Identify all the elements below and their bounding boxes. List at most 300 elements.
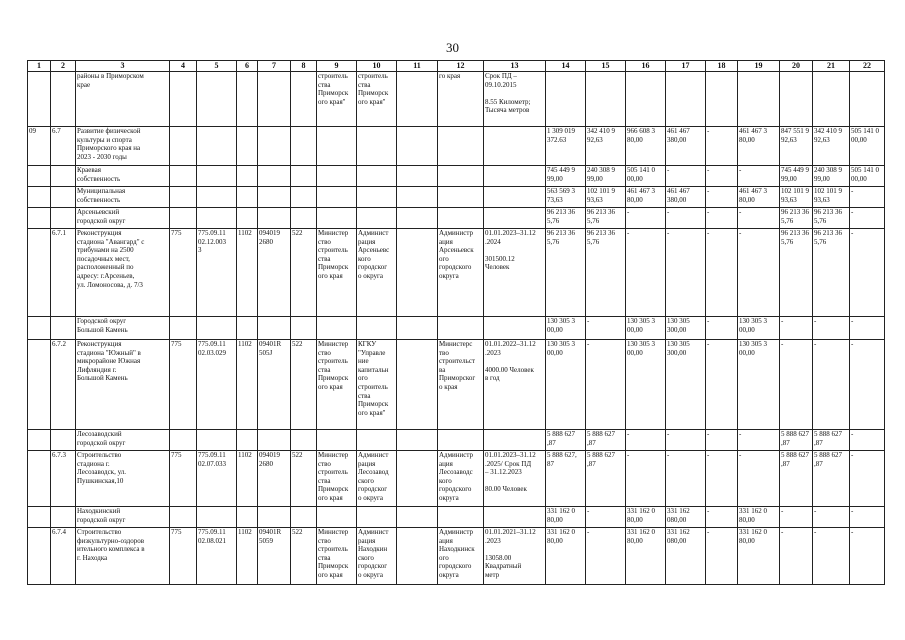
table-cell (438, 507, 484, 528)
table-cell (237, 208, 258, 229)
table-cell: 1102 (237, 340, 258, 430)
table-cell: 5 888 627 ,87 (813, 451, 850, 507)
table-cell (258, 166, 291, 187)
table-cell (258, 430, 291, 451)
table-cell: 1102 (237, 229, 258, 317)
table-cell: 331 162 0 80,00 (626, 528, 666, 585)
table-cell (28, 451, 51, 507)
table-cell (813, 72, 850, 127)
table-cell (546, 72, 586, 127)
table-cell: 331 162 080,00 (666, 528, 706, 585)
table-cell: - (626, 451, 666, 507)
table-cell: - (850, 187, 885, 208)
table-cell (357, 430, 397, 451)
table-cell (237, 430, 258, 451)
table-cell (197, 72, 237, 127)
column-header: 11 (397, 61, 438, 72)
table-cell: - (666, 451, 706, 507)
table-cell: 102 101 9 93,63 (813, 187, 850, 208)
table-cell (51, 208, 76, 229)
table-cell: Реконструкция стадиона "Южный" в микрорайоне Южная Лифляндия г. Большой Камень (76, 340, 170, 430)
column-header: 4 (170, 61, 197, 72)
table-cell (258, 127, 291, 166)
table-cell: 5 888 627 ,87 (546, 430, 586, 451)
table-cell: районы в Приморском крае (76, 72, 170, 127)
table-cell: Администр ация Находкинск ого городского округа (438, 528, 484, 585)
table-cell: 505 141 0 00,00 (850, 127, 885, 166)
column-header: 12 (438, 61, 484, 72)
table-cell: 775 (170, 340, 197, 430)
table-cell (397, 229, 438, 317)
table-cell (197, 317, 237, 340)
column-header: 21 (813, 61, 850, 72)
table-cell: 505 141 0 00,00 (626, 166, 666, 187)
table-cell: 09 (28, 127, 51, 166)
table-cell (51, 317, 76, 340)
table-cell (237, 72, 258, 127)
table-cell: - (706, 166, 738, 187)
table-cell: - (738, 166, 780, 187)
table-cell: 522 (291, 229, 317, 317)
table-cell: - (666, 208, 706, 229)
table-cell (291, 208, 317, 229)
data-table (27, 60, 885, 585)
table-cell: 5 888 627, 87 (546, 451, 586, 507)
table-cell: Строительство физкультурно-оздоров ительного комплекса в г. Находка (76, 528, 170, 585)
table-cell: строитель ства Приморск ого края" (317, 72, 357, 127)
column-header: 6 (237, 61, 258, 72)
table-cell (357, 127, 397, 166)
table-cell: - (850, 317, 885, 340)
table-cell: 522 (291, 451, 317, 507)
table-cell (780, 72, 813, 127)
table-cell: 6.7.4 (51, 528, 76, 585)
table-cell: - (706, 340, 738, 430)
table-cell: - (706, 229, 738, 317)
table-cell: 96 213 36 5,76 (546, 208, 586, 229)
table-cell: 745 449 9 99,00 (546, 166, 586, 187)
table-row (28, 528, 885, 585)
table-cell: 96 213 36 5,76 (780, 208, 813, 229)
table-cell (170, 430, 197, 451)
table-cell: 522 (291, 528, 317, 585)
table-cell: - (586, 340, 626, 430)
table-row (28, 430, 885, 451)
table-cell (28, 208, 51, 229)
table-cell (258, 187, 291, 208)
table-cell: 96 213 36 5,76 (780, 229, 813, 317)
table-cell: КГКУ "Управле ние капитальн ого строитель ства Приморск ого края" (357, 340, 397, 430)
table-cell (397, 430, 438, 451)
table-cell: 505 141 0 00,00 (850, 166, 885, 187)
table-cell (438, 127, 484, 166)
table-cell (357, 187, 397, 208)
table-cell: 331 162 0 80,00 (546, 507, 586, 528)
table-cell (170, 507, 197, 528)
table-cell (237, 187, 258, 208)
table-cell: - (850, 340, 885, 430)
table-cell (197, 430, 237, 451)
table-row (28, 208, 885, 229)
table-cell: 331 162 0 80,00 (546, 528, 586, 585)
table-cell: 240 308 9 99,00 (586, 166, 626, 187)
table-cell: 96 213 36 5,76 (586, 208, 626, 229)
table-cell (438, 430, 484, 451)
table-cell: 745 449 9 99,00 (780, 166, 813, 187)
column-header: 9 (317, 61, 357, 72)
table-cell (170, 127, 197, 166)
column-header: 2 (51, 61, 76, 72)
column-header: 22 (850, 61, 885, 72)
table-cell (357, 208, 397, 229)
column-header: 3 (76, 61, 170, 72)
table-cell (397, 451, 438, 507)
column-header: 20 (780, 61, 813, 72)
table-cell: 331 162 080,00 (666, 507, 706, 528)
table-cell: 130 305 3 00,00 (626, 340, 666, 430)
table-cell (317, 208, 357, 229)
table-cell (438, 166, 484, 187)
table-cell (438, 208, 484, 229)
table-cell: - (738, 229, 780, 317)
table-cell (28, 187, 51, 208)
table-cell (51, 166, 76, 187)
table-cell (484, 507, 546, 528)
table-cell: 01.01.2023–31.12 .2025/ Срок ПД – 31.12.2023 80.00 Человек (484, 451, 546, 507)
table-cell (397, 528, 438, 585)
table-cell (237, 507, 258, 528)
table-cell: 6.7.3 (51, 451, 76, 507)
table-cell (291, 166, 317, 187)
table-cell (484, 166, 546, 187)
table-cell (291, 127, 317, 166)
table-cell: 775.09.11 02.12.003 3 (197, 229, 237, 317)
table-cell: Министер ство строитель ства Приморск ого края (317, 340, 357, 430)
table-cell: 6.7.1 (51, 229, 76, 317)
table-cell (237, 127, 258, 166)
table-cell: - (780, 507, 813, 528)
table-cell (51, 507, 76, 528)
table-cell: Админист рация Находкин ского городског о округа (357, 528, 397, 585)
table-cell: 130 305 3 00,00 (738, 340, 780, 430)
table-cell: - (706, 430, 738, 451)
table-cell: - (850, 430, 885, 451)
table-cell (258, 317, 291, 340)
table-cell (438, 187, 484, 208)
table-cell (170, 72, 197, 127)
table-cell: 1102 (237, 451, 258, 507)
table-cell (291, 507, 317, 528)
table-row (28, 187, 885, 208)
table-cell: 331 162 0 80,00 (738, 507, 780, 528)
table-cell: - (813, 340, 850, 430)
table-cell (51, 72, 76, 127)
table-cell: - (738, 208, 780, 229)
table-cell (258, 208, 291, 229)
table-cell (738, 72, 780, 127)
table-row (28, 72, 885, 127)
table-cell (291, 317, 317, 340)
table-cell: - (850, 451, 885, 507)
column-header: 13 (484, 61, 546, 72)
table-cell: 775 (170, 451, 197, 507)
table-cell: 130 305 300,00 (666, 317, 706, 340)
column-header: 14 (546, 61, 586, 72)
table-cell: 775.09.11 02.03.029 (197, 340, 237, 430)
column-header: 18 (706, 61, 738, 72)
table-cell: 96 213 36 5,76 (546, 229, 586, 317)
table-cell: 130 305 3 00,00 (626, 317, 666, 340)
column-header: 17 (666, 61, 706, 72)
table-cell: - (586, 507, 626, 528)
table-cell (357, 507, 397, 528)
table-cell: 1 309 019 372.63 (546, 127, 586, 166)
table-cell: 1102 (237, 528, 258, 585)
table-cell (357, 166, 397, 187)
table-cell: - (626, 208, 666, 229)
table-cell: - (780, 340, 813, 430)
table-cell (28, 72, 51, 127)
table-cell: 094019 2680 (258, 229, 291, 317)
table-cell: 342 410 9 92,63 (586, 127, 626, 166)
table-cell: Строительство стадиона г. Лесозаводск, ул. Пушкинская,10 (76, 451, 170, 507)
header-row (28, 61, 885, 72)
table-cell: 240 308 9 99,00 (813, 166, 850, 187)
table-row (28, 507, 885, 528)
table-row (28, 317, 885, 340)
table-cell (706, 72, 738, 127)
table-cell: - (586, 528, 626, 585)
table-cell: Арсеньевский городской округ (76, 208, 170, 229)
table-cell: Лесозаводский городской округ (76, 430, 170, 451)
table-cell: 847 551 9 92,63 (780, 127, 813, 166)
table-cell (317, 187, 357, 208)
table-row (28, 340, 885, 430)
table-cell (170, 187, 197, 208)
table-cell: Развитие физической культуры и спорта Приморского края на 2023 - 2030 годы (76, 127, 170, 166)
table-cell: Министер ство строитель ства Приморск ого края (317, 528, 357, 585)
table-cell: - (813, 507, 850, 528)
table-cell: - (813, 528, 850, 585)
table-cell: 5 888 627 ,87 (813, 430, 850, 451)
table-cell: Краевая собственность (76, 166, 170, 187)
column-header: 15 (586, 61, 626, 72)
table-cell: - (666, 166, 706, 187)
table-cell: Админист рация Арсеньевс кого городског о округа (357, 229, 397, 317)
table-cell (357, 317, 397, 340)
table-cell: 130 305 300,00 (666, 340, 706, 430)
table-cell (317, 507, 357, 528)
table-cell (397, 72, 438, 127)
table-cell (170, 317, 197, 340)
table-cell: 461 467 380,00 (666, 187, 706, 208)
table-cell: 01.01.2021–31.12 .2023 13058.00 Квадратный метр (484, 528, 546, 585)
table-cell: Министер ство строитель ства Приморск ого края (317, 229, 357, 317)
table-cell: 5 888 627 ,87 (586, 451, 626, 507)
table-cell: Админист рация Лесозавод ского городског о округа (357, 451, 397, 507)
table-cell: Реконструкция стадиона "Авангард" с трибунами на 2500 посадочных мест, расположенный по адресу: г.Арсеньев, ул. Ломоносова, д. 7/3 (76, 229, 170, 317)
table-cell (237, 317, 258, 340)
table-cell: Муниципальная собственность (76, 187, 170, 208)
table-cell (666, 72, 706, 127)
table-cell: го края (438, 72, 484, 127)
table-cell: - (850, 528, 885, 585)
table-cell (170, 208, 197, 229)
table-cell (197, 127, 237, 166)
table-cell: 130 305 3 00,00 (546, 317, 586, 340)
table-cell: 775.09.11 02.07.033 (197, 451, 237, 507)
table-cell: 563 569 3 73,63 (546, 187, 586, 208)
table-cell: 01.01.2022–31.12 .2023 4000.00 Человек в год (484, 340, 546, 430)
table-cell: - (626, 430, 666, 451)
table-cell (484, 208, 546, 229)
table-cell: Находкинский городской округ (76, 507, 170, 528)
table-cell: - (813, 317, 850, 340)
table-cell: 331 162 0 80,00 (738, 528, 780, 585)
table-cell (484, 127, 546, 166)
table-cell: 461 467 3 80,00 (626, 187, 666, 208)
table-cell (197, 187, 237, 208)
table-row (28, 127, 885, 166)
column-header: 19 (738, 61, 780, 72)
table-cell: 5 888 627 ,87 (780, 451, 813, 507)
table-cell: - (666, 229, 706, 317)
table-cell (484, 187, 546, 208)
table-cell: - (706, 451, 738, 507)
column-header: 7 (258, 61, 291, 72)
table-cell: 6.7 (51, 127, 76, 166)
table-cell (397, 187, 438, 208)
table-cell (850, 72, 885, 127)
table-cell: 522 (291, 340, 317, 430)
page-number: 30 (446, 40, 459, 55)
table-cell: - (850, 229, 885, 317)
table-cell: 5 888 627 ,87 (586, 430, 626, 451)
table-cell: 5 888 627 ,87 (780, 430, 813, 451)
table-cell (626, 72, 666, 127)
table-cell: 130 305 3 00,00 (738, 317, 780, 340)
table-cell: 96 213 36 5,76 (813, 229, 850, 317)
table-cell (484, 430, 546, 451)
table-cell (170, 166, 197, 187)
table-cell (438, 317, 484, 340)
table-cell (586, 72, 626, 127)
table-cell (197, 208, 237, 229)
table-row (28, 451, 885, 507)
table-cell: 461 467 380,00 (666, 127, 706, 166)
table-cell (397, 317, 438, 340)
table-cell (397, 208, 438, 229)
table-cell (317, 317, 357, 340)
column-header: 8 (291, 61, 317, 72)
table-cell (397, 127, 438, 166)
table-cell: 09401R 5059 (258, 528, 291, 585)
table-cell (291, 187, 317, 208)
table-cell: строитель ства Приморск ого края" (357, 72, 397, 127)
table-cell: 01.01.2023–31.12 .2024 301500.12 Человек (484, 229, 546, 317)
table-cell: 775.09.11 02.08.021 (197, 528, 237, 585)
table-cell (51, 187, 76, 208)
table-cell: 96 213 36 5,76 (813, 208, 850, 229)
table-cell: Городской округ Большой Камень (76, 317, 170, 340)
column-header: 16 (626, 61, 666, 72)
column-header: 10 (357, 61, 397, 72)
table-cell (258, 72, 291, 127)
table-cell (197, 507, 237, 528)
table-cell: - (850, 507, 885, 528)
column-header: 5 (197, 61, 237, 72)
table-cell (28, 507, 51, 528)
table-cell: Администр ация Арсеньевск ого городского округа (438, 229, 484, 317)
table-cell: 331 162 0 80,00 (626, 507, 666, 528)
table-cell (258, 507, 291, 528)
table-cell: - (706, 187, 738, 208)
table-cell: - (706, 317, 738, 340)
table-cell (51, 430, 76, 451)
table-cell: - (780, 528, 813, 585)
table-cell (28, 166, 51, 187)
table-cell (197, 166, 237, 187)
table-cell: - (706, 507, 738, 528)
table-cell: 09401R 505J (258, 340, 291, 430)
table-cell (28, 430, 51, 451)
table-cell: - (850, 208, 885, 229)
table-cell: Администр ация Лесозаводс кого городского округа (438, 451, 484, 507)
table-row (28, 166, 885, 187)
table-cell (397, 166, 438, 187)
table-cell: - (780, 317, 813, 340)
table-cell: - (706, 528, 738, 585)
table-cell: 094019 2680 (258, 451, 291, 507)
table-cell: Министер ство строитель ства Приморск ого края (317, 451, 357, 507)
table-cell: 102 101 9 93,63 (586, 187, 626, 208)
table-cell: 96 213 36 5,76 (586, 229, 626, 317)
table-cell: - (738, 430, 780, 451)
table-cell (397, 340, 438, 430)
table-cell: Срок ПД – 09.10.2015 8.55 Километр; Тысяча метров (484, 72, 546, 127)
table-cell: 966 608 3 80,00 (626, 127, 666, 166)
table-cell (317, 127, 357, 166)
table-cell: - (586, 317, 626, 340)
table-row (28, 229, 885, 317)
table-cell (397, 507, 438, 528)
table-cell (28, 317, 51, 340)
table-cell (291, 430, 317, 451)
table-cell (291, 72, 317, 127)
column-header: 1 (28, 61, 51, 72)
table-cell (237, 166, 258, 187)
table-cell (484, 317, 546, 340)
table-cell: - (706, 127, 738, 166)
table-cell: 6.7.2 (51, 340, 76, 430)
table-cell: 342 410 9 92,63 (813, 127, 850, 166)
table-cell: 461 467 3 80,00 (738, 187, 780, 208)
table-cell: - (666, 430, 706, 451)
table-cell (317, 430, 357, 451)
table-cell: - (626, 229, 666, 317)
table-cell (28, 340, 51, 430)
table-cell: 775 (170, 528, 197, 585)
table-cell: 461 467 3 80,00 (738, 127, 780, 166)
table-cell: 775 (170, 229, 197, 317)
table-cell: Министерс тво строительст ва Приморског о края (438, 340, 484, 430)
table-cell (28, 229, 51, 317)
table-cell: - (706, 208, 738, 229)
table-cell: 102 101 9 93,63 (780, 187, 813, 208)
table-cell: - (738, 451, 780, 507)
table-cell: 130 305 3 00,00 (546, 340, 586, 430)
table-cell (317, 166, 357, 187)
